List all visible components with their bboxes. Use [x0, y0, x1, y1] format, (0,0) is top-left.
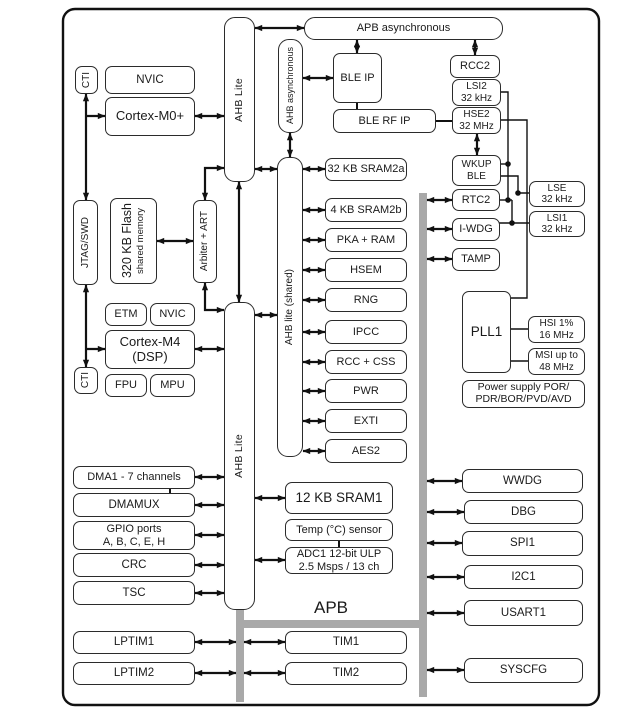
block-sram2b: [325, 198, 407, 222]
block-rtc2: [452, 189, 500, 211]
block-usart1-label: USART1: [500, 606, 547, 619]
block-gpio: [73, 521, 195, 550]
bus-ahb-lite-m4: [224, 302, 255, 610]
block-lptim2-label: LPTIM2: [113, 667, 155, 680]
block-tsc: [73, 581, 195, 605]
block-nvic-m4: [150, 303, 195, 326]
bus-apb-asynchronous-label: APB asynchronous: [356, 22, 451, 35]
block-hsi-freq: 16 MHz: [539, 329, 574, 341]
block-sram2b-label: 4 KB SRAM2b: [330, 203, 402, 216]
block-hse2-freq: 32 MHz: [459, 120, 494, 132]
block-pll1: [462, 291, 511, 373]
block-spi1-label: SPI1: [510, 537, 535, 550]
bus-ahb-lite-m0-label: AHB Lite: [232, 77, 245, 122]
block-rcc-css: [325, 350, 407, 374]
block-rcc-css-label: RCC + CSS: [336, 355, 396, 368]
block-sram2a: [325, 158, 407, 181]
block-ipcc: [325, 320, 407, 344]
block-iwdg: [452, 218, 500, 241]
bus-ahb-lite-m0: [224, 17, 255, 182]
block-lsi2-label: LSI2: [466, 81, 487, 93]
block-msi-freq: 48 MHz: [539, 361, 574, 373]
block-cortex-m0: [105, 97, 195, 136]
block-pwr-label: PWR: [353, 384, 379, 397]
block-tamp-label: TAMP: [461, 253, 491, 266]
block-sram2a-label: 32 KB SRAM2a: [327, 163, 405, 176]
block-nvic-m0-label: NVIC: [136, 73, 164, 86]
block-rcc2: [450, 55, 500, 78]
apb-bus-label: APB: [313, 598, 349, 617]
block-lsi2-freq: 32 kHz: [460, 92, 493, 104]
block-arbiter-art-label: Arbiter + ART: [199, 211, 211, 272]
block-ble-ip-label: BLE IP: [340, 71, 375, 84]
block-tsc-label: TSC: [122, 586, 146, 599]
block-wkup-ble: [452, 155, 501, 186]
block-ble-rf-ip: [333, 109, 436, 133]
block-power-supply-line2: PDR/BOR/PVD/AVD: [475, 393, 572, 405]
block-lptim1: [73, 631, 195, 654]
bus-ahb-lite-m4-label: AHB Lite: [232, 434, 245, 478]
block-cti-m0: [75, 66, 98, 94]
block-tim2-label: TIM2: [332, 667, 360, 680]
block-flash-note: shared memory: [135, 207, 147, 274]
block-nvic-m0: [105, 66, 195, 94]
block-dmamux-label: DMAMUX: [108, 498, 160, 511]
block-hsi: [528, 316, 585, 343]
block-lptim2: [73, 662, 195, 685]
block-flash-size: 320 KB Flash: [120, 203, 135, 279]
block-jtag-swd: [73, 200, 98, 285]
block-cti-m4: [74, 367, 98, 394]
block-rng: [325, 288, 407, 312]
block-exti: [325, 409, 407, 433]
block-pka-ram-label: PKA + RAM: [336, 233, 396, 246]
block-sram1-label: 12 KB SRAM1: [295, 490, 383, 506]
block-lsi2: [452, 79, 501, 106]
block-cortex-m4: [105, 330, 195, 369]
block-wkup-ble-label2: BLE: [467, 170, 486, 182]
block-hsi-label: HSI 1%: [539, 318, 574, 330]
block-adc1-spec: 2.5 Msps / 13 ch: [298, 560, 380, 573]
block-dmamux: [73, 493, 195, 517]
block-adc1: [285, 547, 393, 574]
block-spi1: [462, 531, 583, 556]
block-dbg-label: DBG: [511, 505, 536, 518]
bus-ahb-lite-shared: [277, 157, 303, 457]
block-lse-label: LSE: [547, 182, 567, 194]
block-tamp: [452, 248, 500, 271]
block-cortex-m4-label: Cortex-M4: [119, 333, 181, 349]
block-adc1-label: ADC1 12-bit ULP: [296, 548, 382, 561]
block-i2c1: [464, 565, 583, 589]
block-dbg: [464, 500, 583, 524]
block-jtag-swd-label: JTAG/SWD: [79, 217, 91, 268]
block-exti-label: EXTI: [353, 414, 379, 427]
block-rcc2-label: RCC2: [460, 60, 490, 73]
block-syscfg: [464, 658, 583, 683]
block-cortex-m4-sub: (DSP): [132, 348, 168, 364]
block-lsi1-freq: 32 kHz: [541, 224, 573, 235]
block-temp-sensor: [285, 519, 393, 541]
block-tim1: [285, 631, 407, 654]
block-temp-sensor-label: Temp (°C) sensor: [296, 523, 382, 536]
block-usart1: [464, 600, 583, 626]
block-fpu: [105, 374, 147, 397]
block-crc: [73, 553, 195, 577]
block-flash: [110, 198, 157, 284]
block-tim1-label: TIM1: [332, 636, 360, 649]
block-wwdg-label: WWDG: [503, 474, 542, 487]
block-rng-label: RNG: [353, 293, 379, 306]
block-mpu: [150, 374, 195, 397]
block-gpio-label: GPIO ports: [106, 523, 162, 536]
bus-ahb-asynchronous: [278, 39, 303, 133]
block-power-supply-line1: Power supply POR/: [477, 381, 570, 394]
block-aes2-label: AES2: [351, 444, 381, 457]
apb-bus-horizontal: [240, 620, 424, 628]
block-ble-rf-ip-label: BLE RF IP: [358, 114, 411, 127]
block-lse-freq: 32 kHz: [541, 194, 573, 205]
block-wwdg: [462, 469, 583, 493]
block-crc-label: CRC: [121, 558, 147, 571]
block-nvic-m4-label: NVIC: [159, 308, 186, 321]
block-etm: [105, 303, 147, 326]
block-arbiter-art: [193, 200, 217, 283]
block-hse2-label: HSE2: [463, 109, 490, 121]
block-pwr: [325, 379, 407, 403]
block-gpio-ports: A, B, C, E, H: [102, 535, 166, 548]
block-hse2: [452, 107, 501, 134]
bus-apb-asynchronous: [304, 17, 503, 40]
block-syscfg-label: SYSCFG: [499, 664, 548, 677]
block-lsi1-label: LSI1: [546, 212, 568, 224]
block-cti-m0-label: CTI: [80, 71, 92, 89]
block-dma1: [73, 466, 195, 489]
block-sram1: [285, 482, 393, 514]
block-iwdg-label: I-WDG: [459, 223, 493, 236]
block-dma1-label: DMA1 - 7 channels: [87, 471, 181, 484]
block-etm-label: ETM: [114, 308, 138, 321]
bus-ahb-lite-shared-label: AHB lite (shared): [284, 268, 296, 346]
block-rtc2-label: RTC2: [461, 193, 491, 206]
block-hsem-label: HSEM: [350, 263, 382, 276]
block-mpu-label: MPU: [160, 379, 185, 392]
block-i2c1-label: I2C1: [511, 570, 536, 583]
block-ipcc-label: IPCC: [352, 325, 380, 338]
block-lsi1: [529, 211, 585, 237]
block-fpu-label: FPU: [115, 379, 137, 392]
block-pll1-label: PLL1: [470, 324, 503, 340]
block-hsem: [325, 258, 407, 282]
block-power-supply: [462, 380, 585, 408]
block-cti-m4-label: CTI: [80, 372, 92, 389]
block-lse: [529, 181, 585, 207]
block-pka-ram: [325, 228, 407, 252]
block-aes2: [325, 439, 407, 463]
block-tim2: [285, 662, 407, 685]
block-msi-label: MSI up to: [535, 350, 578, 362]
block-lptim1-label: LPTIM1: [113, 636, 155, 649]
block-cortex-m0-label: Cortex-M0+: [115, 108, 185, 124]
block-wkup-ble-label1: WKUP: [461, 159, 492, 171]
block-msi: [528, 348, 585, 375]
block-ble-ip: [333, 53, 382, 103]
bus-ahb-asynchronous-label: AHB asynchronous: [285, 47, 296, 125]
